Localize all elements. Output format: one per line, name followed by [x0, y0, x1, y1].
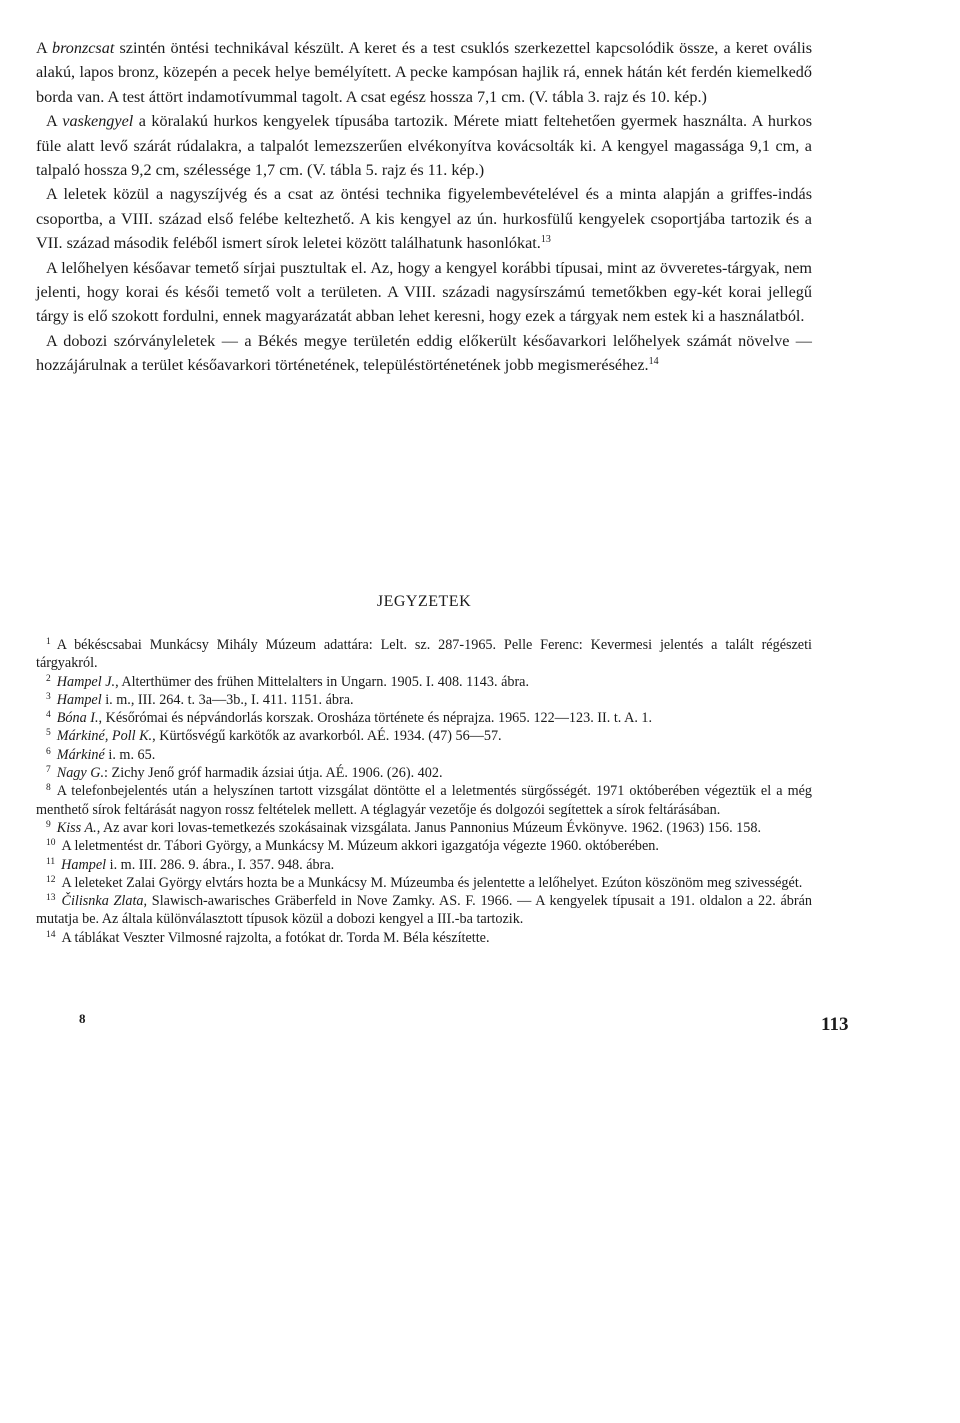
- footnote-ref-14[interactable]: 14: [648, 356, 659, 368]
- page: [36, 36, 849, 1035]
- page-number: 113: [821, 1014, 849, 1035]
- footnote: $^1$ A békéscsabai Munkácsy Mihály Múzeum adattára: Lelt. sz. 287-1965. Pelle Ferenc: Kevermesi jelentés a talált régészeti tárgyakról.: [36, 637, 812, 672]
- footnote: $^6$ Márkiné i. m. 65.: [46, 746, 156, 763]
- footnote: $^{13}$ Čilisnka Zlata, Slawisch-awarisches Gräberfeld in Nove Zamky. AS. F. 1966. — A kengyelek típusait a 191. oldalon a 22. ábrán mutatja be. Az általa különválasztott típusok közül a dobozi kengyel a III.-ba tartozik.: [36, 893, 812, 928]
- term-vaskengyel: vaskengyel: [62, 112, 134, 131]
- footnote: $^3$ Hampel i. m., III. 264. t. 3a—3b., I. 411. 1151. ábra.: [46, 691, 354, 708]
- footnote: $^2$ Hampel J., Alterthümer des frühen Mittelalters in Ungarn. 1905. I. 408. 1143. ábra.: [46, 673, 530, 690]
- footnote: $^4$ Bóna I., Későrómai és népvándorlás korszak. Orosháza története és néprajza. 1965. 122—123. II. t. A. 1.: [46, 710, 653, 727]
- footnote: $^{14}$ A táblákat Veszter Vilmosné rajzolta, a fotókat dr. Torda M. Béla készítette.: [46, 929, 490, 946]
- term-bronzcsat: bronzcsat: [51, 39, 115, 57]
- paragraph-conclusion: A dobozi szórványleletek — a Békés megye területén eddig előkerült későavarkori lelőhelyek számát növelve — hozzájárulnak a terület későavarkori történetének, településtörténetének jobb megismeréséhez.$^{14}$: [36, 331, 812, 375]
- notes-heading: JEGYZETEK: [376, 593, 472, 610]
- footnote: $^5$ Márkiné, Poll K., Kürtősvégű karkötők az avarkorból. AÉ. 1934. (47) 56—57.: [46, 728, 502, 745]
- footnote: $^{11}$ Hampel i. m. III. 286. 9. ábra., I. 357. 948. ábra.: [46, 856, 335, 873]
- footnote-ref-13[interactable]: 13: [540, 234, 551, 246]
- body-text: [36, 36, 812, 378]
- paragraph-iron-stirrup: A vaskengyel a köralakú hurkos kengyelek típusába tartozik. Mérete miatt feltehetően gyermek használta. A hurkos füle alatt levő szárát rúdalakra, a talpalót lemezszerűen elvékonyítva kovácsolták ki. A kengyel magassága 9,1 cm, a talpaló hossza 9,2 cm, szélessége 1,7 cm. (V. tábla 5. rajz és 11. kép.): [36, 112, 812, 180]
- footnote: $^9$ Kiss A., Az avar kori lovas-temetkezés szokásainak vizsgálata. Janus Pannonius Múzeum Évkönyve. 1962. (1963) 156. 158.: [46, 819, 761, 836]
- paragraph-cemetery: A lelőhelyen későavar temető sírjai pusztultak el. Az, hogy a kengyel korábbi típusai, mint az övveretes-tárgyak, nem jelenti, hogy korai és késői temető volt a területen. A VIII. századi nagysírszámú temetőkben egy-két korai jellegű tárgy is elő szokott fordulni, ennek magyarázatát abban lehet keresni, hogy ezek a tárgyak nem estek ki a használatból.: [36, 258, 812, 326]
- paragraph-dating: A leletek közül a nagyszíjvég és a csat az öntési technika figyelembevételével és a minta alapján a griffes-indás csoportba, a VIII. század első felébe keltezhető. A kis kengyel az ún. hurkosfülű kengyelek csoportjába tartozik és a VII. század második feléből ismert sírok leletei között találhatunk hasonlókat.$^{13}$: [36, 185, 812, 253]
- footnote: $^{10}$ A leletmentést dr. Tábori György, a Munkácsy M. Múzeum akkori igazgatója végezte 1960. októberében.: [46, 838, 659, 855]
- sheet-signature-mark: 8: [79, 1011, 86, 1026]
- footnote: $^8$ A telefonbejelentés után a helyszínen tartott vizsgálat döntötte el a leletmentés sürgősségét. 1971 októberében végeztük el a még menthető sírok feltárását nagyon rossz feltételek mellett. A téglagyár vezetője és dolgozói segítettek a sírok feltárásában.: [36, 783, 812, 818]
- footnote: $^{12}$ A leleteket Zalai György elvtárs hozta be a Munkácsy M. Múzeumba és jelentette a lelőhelyet. Ezúton köszönöm meg szivességét.: [46, 874, 803, 891]
- footnotes: [36, 636, 812, 947]
- paragraph-bronze-buckle: A bronzcsat szintén öntési technikával készült. A keret és a test csuklós szerkezettel kapcsolódik össze, a keret ovális alakú, lapos bronz, közepén a pecek helye bemélyített. A pecke kampósan hajlik rá, ennek hátán két ferdén kiemelkedő borda van. A test áttört indamotívummal tagolt. A csat egész hossza 7,1 cm. (V. tábla 3. rajz és 10. kép.): [36, 39, 812, 106]
- footnote: $^7$ Nagy G.: Zichy Jenő gróf harmadik ázsiai útja. AÉ. 1906. (26). 402.: [46, 765, 443, 782]
